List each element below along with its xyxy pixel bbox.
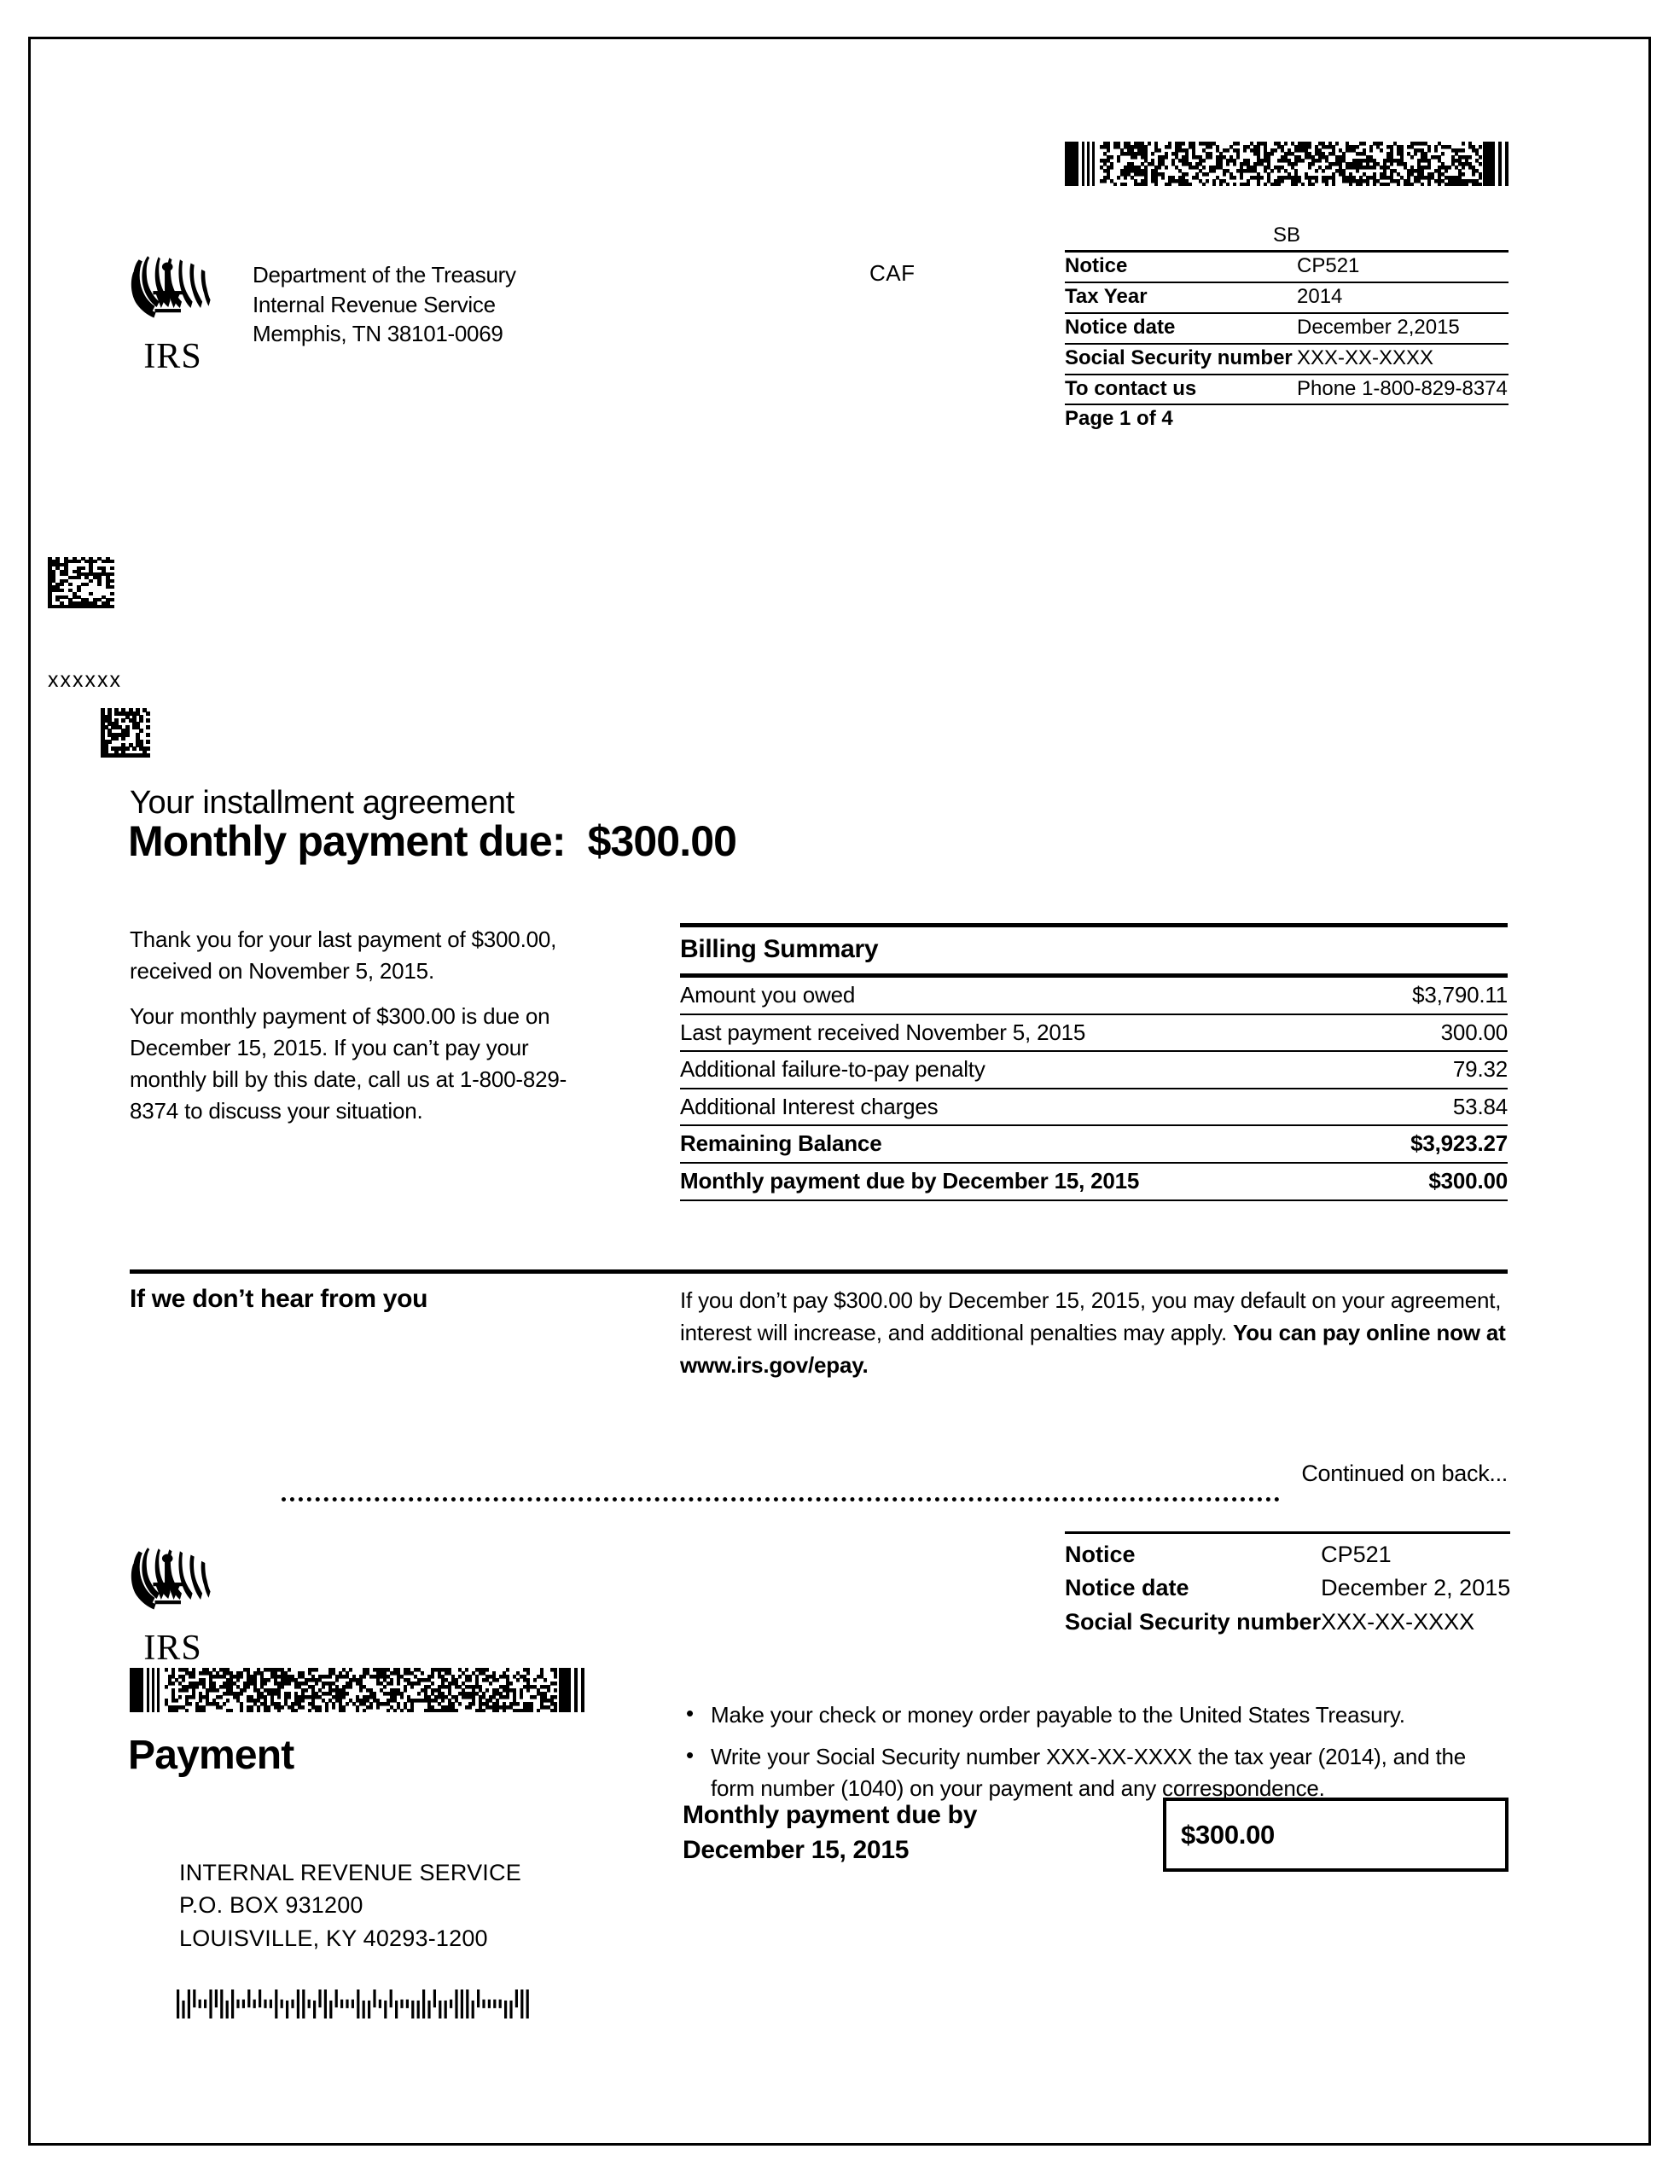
irs-wordmark-stub: IRS (143, 1628, 202, 1668)
stub-notice-label: Notice date (1065, 1575, 1189, 1601)
billing-row-label: Monthly payment due by December 15, 2015 (680, 1163, 1363, 1200)
datamatrix-barcode-upper (48, 557, 114, 608)
billing-summary-row (680, 1014, 1508, 1052)
recipient-address-placeholder: xxxxxx (48, 668, 122, 692)
intro-paragraph-2: Your monthly payment of $300.00 is due on December 15, 2015. If you can’t pay your monthly bill by this date, call us at 1-800-829-8374 to discuss your situation. (130, 1002, 567, 1124)
payment-instruction-item: • Write your Social Security number XXX-XX-XXXX the tax year (2014), and the form number (1040) on your payment and any correspondence. (683, 1741, 1506, 1804)
sb-code: SB (1272, 224, 1300, 247)
if-we-dont-hear-section (130, 1269, 1508, 1382)
stub-amount-box[interactable] (1163, 1798, 1509, 1872)
agency-line-1: Department of the Treasury (253, 262, 516, 288)
billing-summary-row (680, 1163, 1508, 1200)
billing-row-amount: 79.32 (1363, 1051, 1508, 1089)
billing-summary-row (680, 1089, 1508, 1126)
payment-instructions-list (683, 1699, 1506, 1804)
intro-paragraph-1: Thank you for your last payment of $300.00, received on November 5, 2015. (130, 926, 557, 984)
billing-summary-row (680, 1125, 1508, 1163)
agency-line-3: Memphis, TN 38101-0069 (253, 321, 503, 347)
notice-info-row (1065, 313, 1509, 344)
payee-line-2: P.O. BOX 931200 (179, 1892, 363, 1919)
stub-notice-grid (1065, 1531, 1510, 1638)
tear-off-dotted-line (282, 1497, 1280, 1502)
headline-amount: $300.00 (587, 817, 737, 865)
payment-stub-title: Payment (128, 1733, 294, 1778)
stub-due-label (683, 1798, 1160, 1867)
irs-wordmark-header: IRS (143, 336, 202, 376)
notice-info-value: 2014 (1297, 282, 1509, 313)
caf-label: CAF (869, 260, 916, 286)
billing-row-label: Last payment received November 5, 2015 (680, 1014, 1363, 1052)
billing-summary-row (680, 1051, 1508, 1089)
stub-notice-value: XXX-XX-XXXX (1321, 1608, 1475, 1635)
billing-row-amount: 300.00 (1363, 1014, 1508, 1052)
notice-info-label: Notice (1065, 252, 1297, 282)
notice-info-row (1065, 375, 1509, 405)
payee-line-3: LOUISVILLE, KY 40293-1200 (179, 1925, 488, 1951)
payment-stub-barcode (130, 1668, 584, 1712)
headline-title (128, 816, 736, 866)
notice-page-row (1065, 404, 1509, 434)
continued-on-back-note: Continued on back... (1301, 1461, 1508, 1486)
payee-mailing-address (179, 1856, 521, 1955)
headline-subtitle: Your installment agreement (130, 785, 514, 821)
datamatrix-barcode-lower (101, 708, 150, 758)
notice-info-value: December 2,2015 (1297, 313, 1509, 344)
notice-info-row (1065, 344, 1509, 375)
if-we-dont-hear-body-normal: If you don’t pay $300.00 by December 15, 2015, you may default on your agreement, interest will increase, and additional penalties may apply. (680, 1287, 1502, 1345)
postnet-routing-barcode (175, 1988, 533, 2020)
billing-row-label: Remaining Balance (680, 1125, 1363, 1163)
headline-title-text: Monthly payment due: (128, 817, 566, 865)
billing-row-label: Amount you owed (680, 976, 1363, 1014)
billing-row-label: Additional Interest charges (680, 1089, 1363, 1126)
billing-row-amount: $3,790.11 (1363, 976, 1508, 1014)
stub-due-label-line-2: December 15, 2015 (683, 1835, 910, 1864)
notice-info-label: Notice date (1065, 313, 1297, 344)
notice-info-label: Social Security number (1065, 344, 1297, 375)
payment-instruction-item: • Make your check or money order payable to the United States Treasury. (683, 1699, 1506, 1731)
pay-online-callout: You can pay online now at www.irs.gov/epay. (680, 1319, 1506, 1378)
billing-summary-row (680, 976, 1508, 1014)
agency-line-2: Internal Revenue Service (253, 291, 496, 317)
irs-eagle-seal-stub-icon (128, 1546, 218, 1629)
stub-notice-value: December 2, 2015 (1321, 1575, 1511, 1601)
if-we-dont-hear-body (680, 1285, 1508, 1382)
stub-notice-info-table (1065, 1531, 1509, 1638)
notice-info-label: Tax Year (1065, 282, 1297, 313)
notice-barcode-top (1065, 142, 1509, 186)
intro-paragraphs (130, 924, 582, 1126)
billing-row-amount: $3,923.27 (1363, 1125, 1508, 1163)
notice-info-value: Phone 1-800-829-8374 (1297, 375, 1509, 405)
notice-info-row (1065, 282, 1509, 313)
notice-info-value: CP521 (1297, 252, 1509, 282)
billing-row-label: Additional failure-to-pay penalty (680, 1051, 1363, 1089)
irs-eagle-seal-icon (128, 254, 218, 337)
notice-info-label: To contact us (1065, 375, 1297, 405)
stub-notice-label: Social Security number (1065, 1608, 1322, 1635)
notice-info-row (1065, 252, 1509, 282)
page-indicator: Page 1 of 4 (1065, 404, 1509, 434)
stub-notice-row (1065, 1571, 1510, 1604)
billing-summary-section (680, 923, 1508, 1201)
notice-info-value: XXX-XX-XXXX (1297, 344, 1509, 375)
stub-notice-label: Notice (1065, 1533, 1321, 1571)
agency-address-block (253, 260, 516, 349)
notice-info-table (1065, 224, 1509, 434)
stub-notice-value: CP521 (1321, 1533, 1510, 1571)
stub-due-label-line-1: Monthly payment due by (683, 1801, 978, 1829)
if-we-dont-hear-heading: If we don’t hear from you (130, 1285, 428, 1313)
billing-row-amount: 53.84 (1363, 1089, 1508, 1126)
irs-logo-stub (128, 1546, 218, 1666)
stub-amount-value: $300.00 (1181, 1819, 1275, 1850)
stub-notice-row (1065, 1533, 1510, 1571)
stub-notice-row (1065, 1605, 1510, 1638)
notice-info-grid (1065, 250, 1509, 434)
irs-logo-header (128, 254, 218, 375)
billing-summary-title: Billing Summary (680, 923, 1508, 973)
billing-summary-table (680, 973, 1508, 1201)
billing-row-amount: $300.00 (1363, 1163, 1508, 1200)
payee-line-1: INTERNAL REVENUE SERVICE (179, 1860, 521, 1885)
